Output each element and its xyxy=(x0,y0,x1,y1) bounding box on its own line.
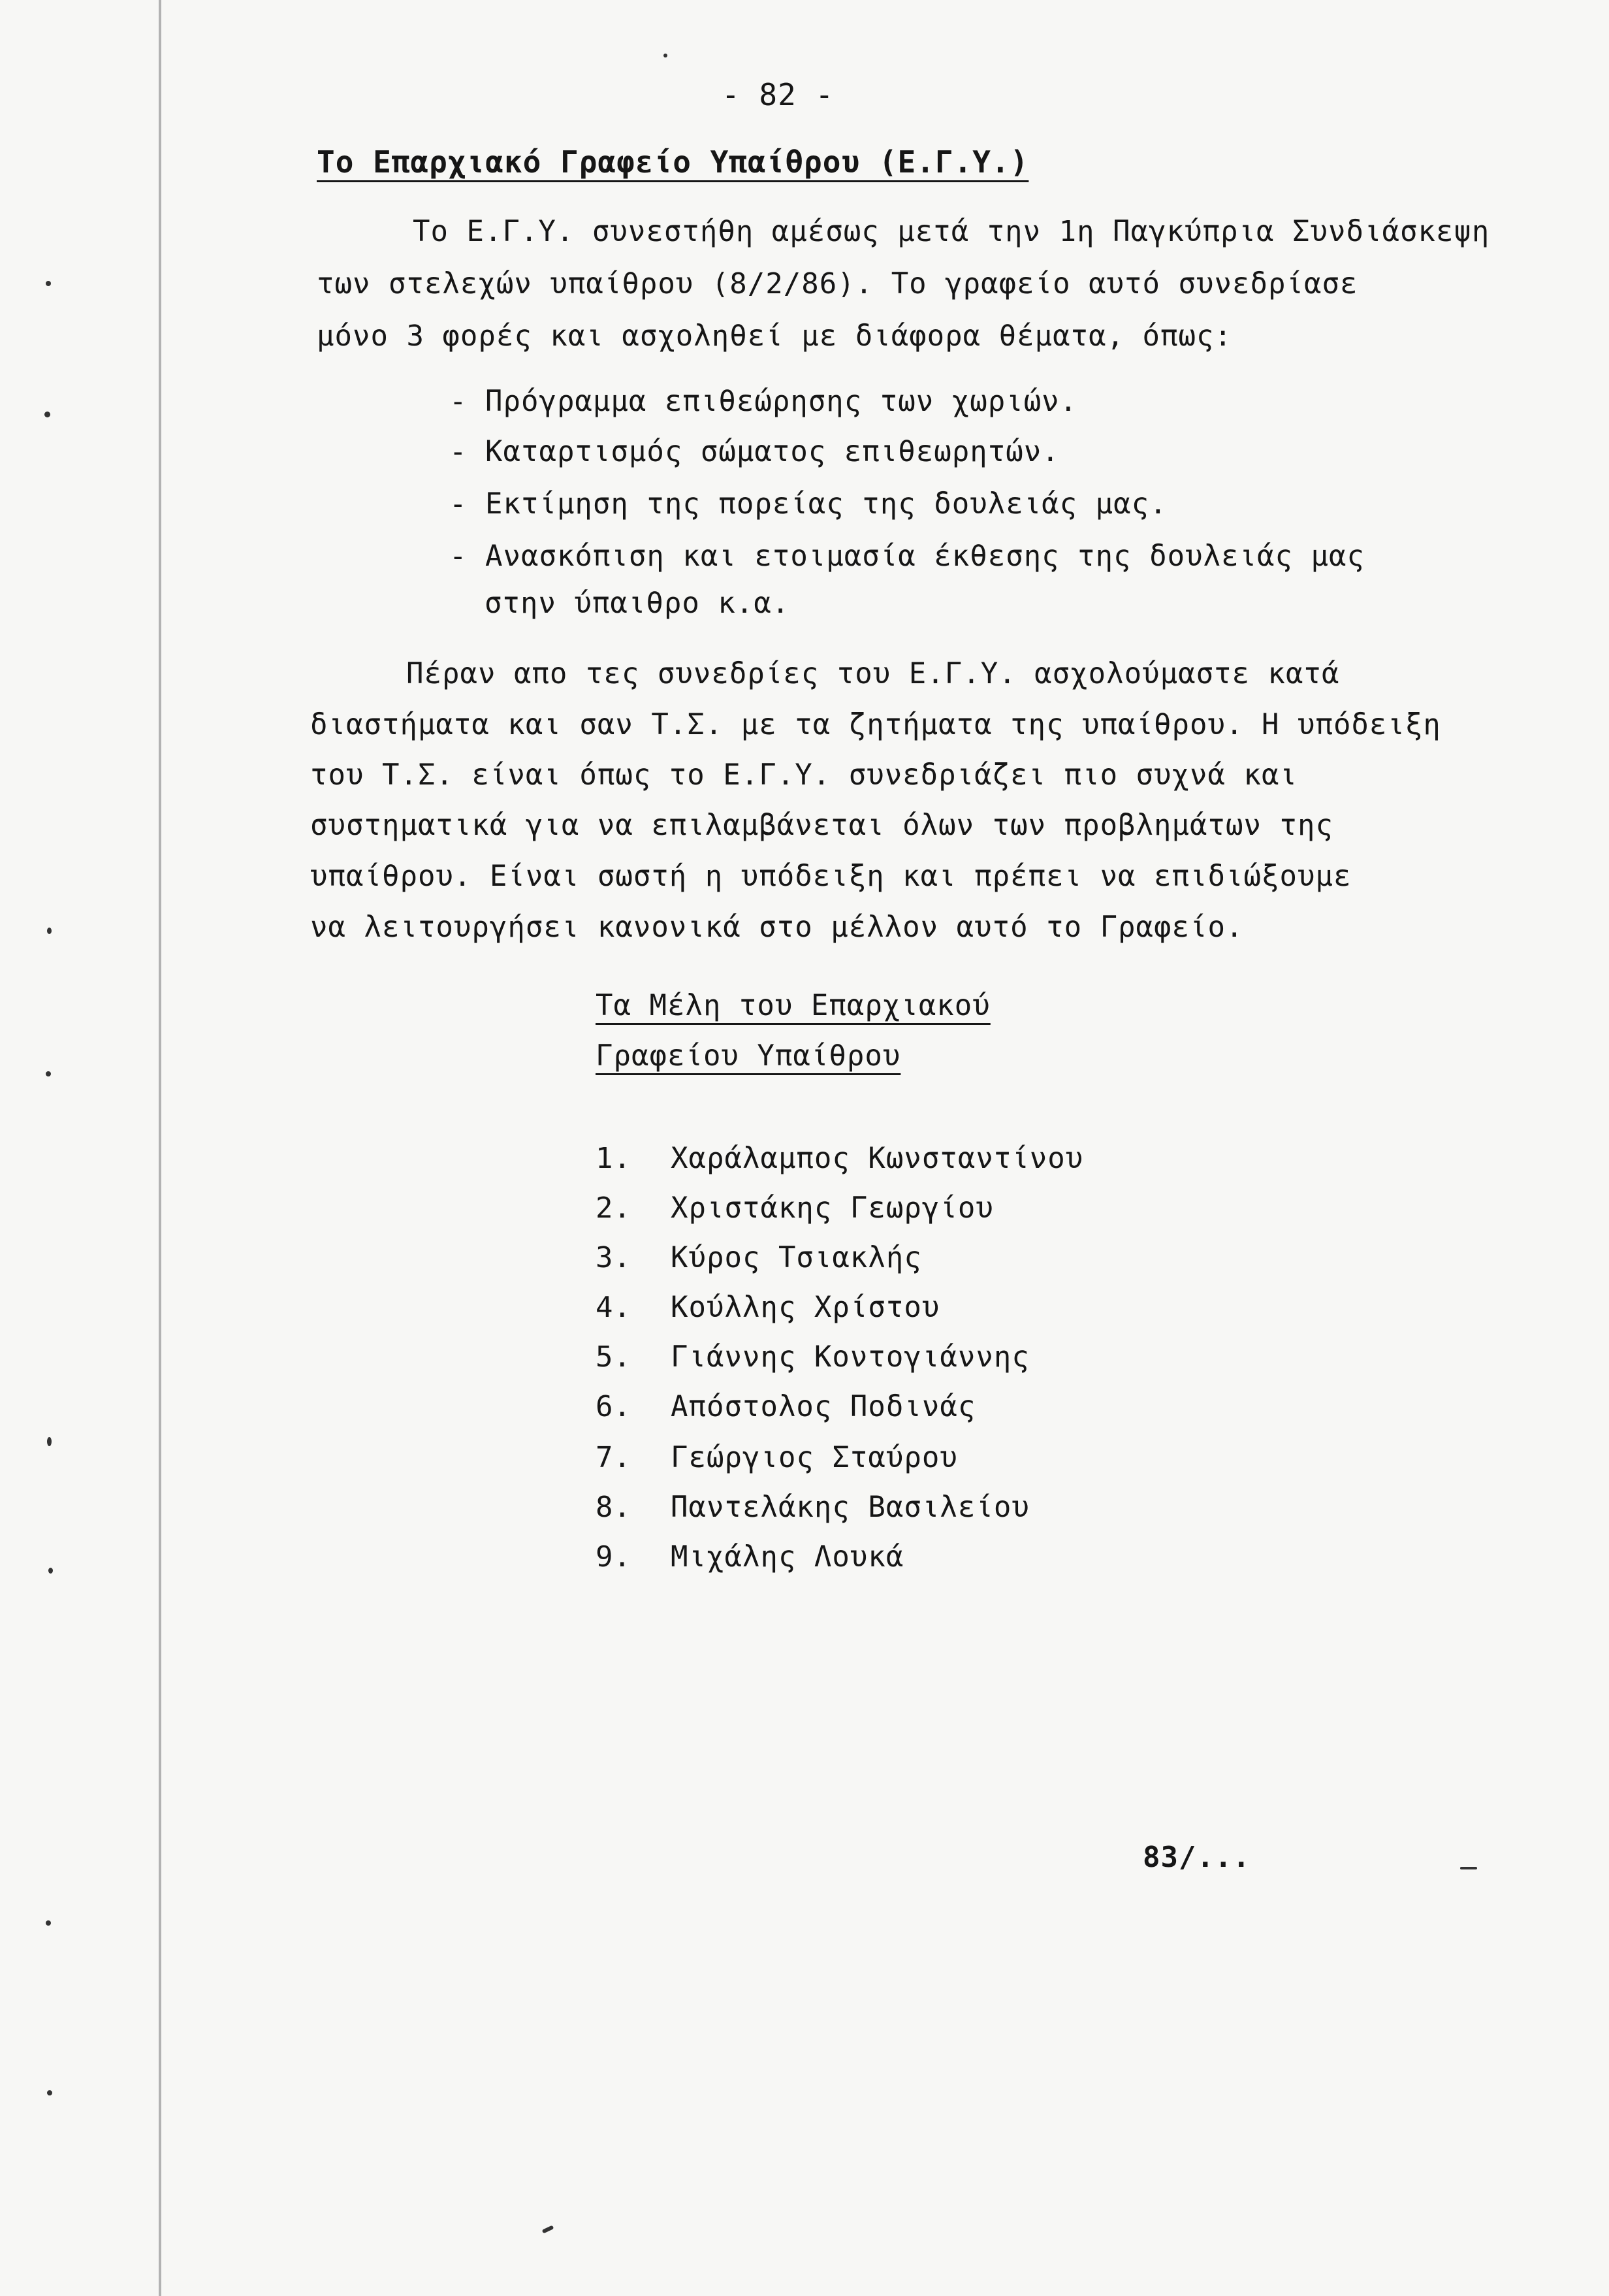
scan-speck xyxy=(46,281,51,286)
scan-speck xyxy=(1460,1867,1477,1869)
topic-item: - Καταρτισμός σώματος επιθεωρητών. xyxy=(449,435,1060,468)
member-number: 1. xyxy=(596,1142,631,1175)
member-name: Γιάννης Κοντογιάννης xyxy=(671,1340,1030,1374)
paragraph-line: να λειτουργήσει κανονικά στο μέλλον αυτό το Γραφείο. xyxy=(310,911,1244,944)
intro-line: μόνο 3 φορές και ασχοληθεί με διάφορα θέματα, όπως: xyxy=(317,319,1233,353)
paragraph-line: Πέραν απο τες συνεδρίες του Ε.Γ.Υ. ασχολούμαστε κατά xyxy=(406,657,1340,690)
scan-speck xyxy=(663,54,667,57)
continuation-marker: 83/... xyxy=(1143,1841,1251,1874)
scan-speck xyxy=(47,928,52,934)
member-name: Παντελάκης Βασιλείου xyxy=(671,1491,1030,1524)
page-number: - 82 - xyxy=(722,77,835,112)
scan-speck xyxy=(47,1437,52,1446)
member-number: 4. xyxy=(596,1291,631,1324)
scan-speck xyxy=(46,1071,51,1076)
topic-item-continuation: στην ύπαιθρο κ.α. xyxy=(485,587,790,620)
topic-item: - Εκτίμηση της πορείας της δουλειάς μας. xyxy=(449,487,1168,521)
member-number: 5. xyxy=(596,1340,631,1374)
member-name: Μιχάλης Λουκά xyxy=(671,1540,904,1574)
members-heading-line: Τα Μέλη του Επαρχιακού xyxy=(596,989,991,1022)
members-heading-line: Γραφείου Υπαίθρου xyxy=(596,1039,901,1073)
scan-speck xyxy=(46,1920,51,1926)
paragraph-line: υπαίθρου. Είναι σωστή η υπόδειξη και πρέπει να επιδιώξουμε xyxy=(310,860,1352,893)
intro-line: των στελεχών υπαίθρου (8/2/86). Το γραφείο αυτό συνεδρίασε xyxy=(317,267,1358,300)
topic-item: - Ανασκόπιση και ετοιμασία έκθεσης της δουλειάς μας xyxy=(449,540,1365,573)
scan-speck xyxy=(47,2090,52,2095)
section-title: Το Επαρχιακό Γραφείο Υπαίθρου (Ε.Γ.Υ.) xyxy=(317,144,1029,180)
member-number: 3. xyxy=(596,1241,631,1274)
member-number: 8. xyxy=(596,1491,631,1524)
member-number: 9. xyxy=(596,1540,631,1574)
member-name: Απόστολος Ποδινάς xyxy=(671,1390,976,1423)
member-number: 7. xyxy=(596,1441,631,1474)
member-name: Κούλλης Χρίστου xyxy=(671,1291,940,1324)
paragraph-line: συστηματικά για να επιλαμβάνεται όλων των προβλημάτων της xyxy=(310,809,1333,842)
paragraph-line: του Τ.Σ. είναι όπως το Ε.Γ.Υ. συνεδριάζει πιο συχνά και xyxy=(310,758,1298,792)
scan-speck xyxy=(44,412,50,417)
intro-line: Το Ε.Γ.Υ. συνεστήθη αμέσως μετά την 1η Παγκύπρια Συνδιάσκεψη xyxy=(413,215,1490,248)
member-name: Κύρος Τσιακλής xyxy=(671,1241,922,1274)
topic-item: - Πρόγραμμα επιθεώρησης των χωριών. xyxy=(449,385,1078,418)
paragraph-line: διαστήματα και σαν Τ.Σ. με τα ζητήματα της υπαίθρου. Η υπόδειξη xyxy=(310,708,1441,741)
member-number: 2. xyxy=(596,1191,631,1225)
scan-speck xyxy=(48,1568,53,1574)
member-name: Χαράλαμπος Κωνσταντίνου xyxy=(671,1142,1084,1175)
scan-speck xyxy=(542,2225,554,2233)
member-name: Χριστάκης Γεωργίου xyxy=(671,1191,994,1225)
member-number: 6. xyxy=(596,1390,631,1423)
binding-edge-line xyxy=(159,0,161,2296)
member-name: Γεώργιος Σταύρου xyxy=(671,1441,958,1474)
